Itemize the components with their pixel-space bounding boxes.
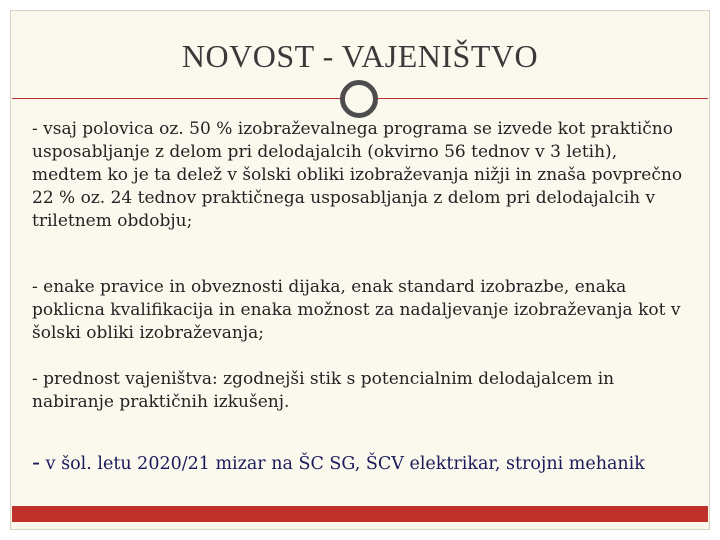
paragraph-advantage: - prednost vajeništva: zgodnejši stik s potencialnim delodajalcem in nabiranje praktičnih izkušenj.: [32, 369, 615, 412]
paragraph-equal-rights: - enake pravice in obveznosti dijaka, enak standard izobrazbe, enaka poklicna kvalifikacija in enaka možnost za nadaljevanje izobraževanja kot v šolski obliki izobraževanja;: [32, 277, 681, 343]
bottom-accent-bar: [12, 506, 708, 522]
slide-title: NOVOST - VAJENIŠTVO: [181, 38, 539, 74]
school-year-text: v šol. letu 2020/21 mizar na ŠC SG, ŠCV elektrikar, strojni mehanik: [40, 454, 645, 474]
paragraph-apprenticeship-share: - vsaj polovica oz. 50 % izobraževalnega programa se izvede kot praktično usposabljanje z delom pri delodajalcih (okvirno 56 tednov v 3 letih), medtem ko je ta delež v šolski obliki izobraževanja nižji in znaša povprečno 22 % oz. 24 tednov praktičnega usposabljanja z delom pri delodajalcih v triletnem obdobju;: [32, 119, 683, 231]
paragraph-school-year: [32, 448, 645, 476]
bullet-dash: -: [32, 448, 41, 476]
circle-ornament-icon: [340, 80, 378, 118]
